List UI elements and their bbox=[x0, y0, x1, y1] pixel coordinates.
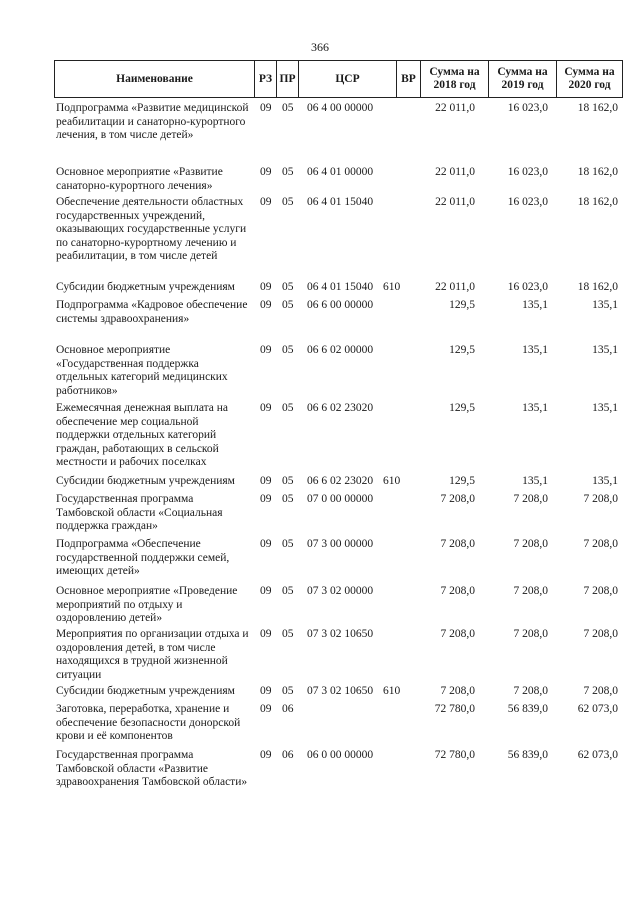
row-pr: 05 bbox=[282, 685, 294, 697]
row-sum-2019: 135,1 bbox=[522, 475, 548, 487]
row-pr: 06 bbox=[282, 749, 294, 761]
row-sum-2020: 135,1 bbox=[592, 475, 618, 487]
row-rz: 09 bbox=[260, 344, 272, 356]
row-sum-2019: 7 208,0 bbox=[513, 585, 548, 597]
row-sum-2020: 135,1 bbox=[592, 344, 618, 356]
row-sum-2020: 18 162,0 bbox=[577, 196, 618, 208]
header-csr: ЦСР bbox=[299, 61, 397, 98]
header-sum-2019: Сумма на 2019 год bbox=[489, 61, 557, 98]
row-csr: 06 6 02 23020 bbox=[307, 402, 374, 414]
row-rz: 09 bbox=[260, 538, 272, 550]
row-name: Заготовка, переработка, хранение и обеспечение безопасности донорской крови и её компонентов bbox=[56, 703, 241, 742]
row-sum-2020: 7 208,0 bbox=[583, 493, 618, 505]
row-pr: 05 bbox=[282, 585, 294, 597]
row-csr: 07 3 02 00000 bbox=[307, 585, 374, 597]
row-rz: 09 bbox=[260, 281, 272, 293]
header-rz: РЗ bbox=[255, 61, 277, 98]
row-sum-2019: 7 208,0 bbox=[513, 538, 548, 550]
header-pr: ПР bbox=[277, 61, 299, 98]
row-csr: 06 6 00 00000 bbox=[307, 299, 374, 311]
header-sum-2018: Сумма на 2018 год bbox=[421, 61, 489, 98]
row-sum-2019: 7 208,0 bbox=[513, 628, 548, 640]
row-sum-2020: 18 162,0 bbox=[577, 281, 618, 293]
row-name: Подпрограмма «Развитие медицинской реабилитации и санаторно-курортного лечения, в том числе детей» bbox=[56, 102, 249, 141]
row-csr: 07 3 02 10650 bbox=[307, 685, 374, 697]
row-sum-2018: 22 011,0 bbox=[435, 281, 475, 293]
row-name: Субсидии бюджетным учреждениям bbox=[56, 281, 235, 293]
row-sum-2019: 135,1 bbox=[522, 344, 548, 356]
row-sum-2018: 22 011,0 bbox=[435, 166, 475, 178]
row-pr: 05 bbox=[282, 538, 294, 550]
row-sum-2020: 7 208,0 bbox=[583, 685, 618, 697]
row-name: Основное мероприятие «Проведение мероприятий по отдыху и оздоровлению детей» bbox=[56, 585, 238, 624]
row-sum-2018: 129,5 bbox=[449, 475, 475, 487]
row-name: Основное мероприятие «Развитие санаторно-курортного лечения» bbox=[56, 166, 223, 192]
row-rz: 09 bbox=[260, 685, 272, 697]
row-pr: 05 bbox=[282, 475, 294, 487]
row-name: Подпрограмма «Кадровое обеспечение системы здравоохранения» bbox=[56, 299, 248, 325]
row-sum-2020: 7 208,0 bbox=[583, 628, 618, 640]
header-sum-2020: Сумма на 2020 год bbox=[557, 61, 623, 98]
row-sum-2018: 7 208,0 bbox=[440, 585, 475, 597]
row-csr: 06 4 01 15040 bbox=[307, 196, 374, 208]
row-vr: 610 bbox=[383, 281, 401, 293]
row-sum-2018: 22 011,0 bbox=[435, 102, 475, 114]
row-pr: 05 bbox=[282, 628, 294, 640]
row-sum-2018: 129,5 bbox=[449, 402, 475, 414]
row-sum-2018: 22 011,0 bbox=[435, 196, 475, 208]
row-sum-2020: 62 073,0 bbox=[577, 749, 618, 761]
row-sum-2020: 18 162,0 bbox=[577, 166, 618, 178]
row-sum-2020: 18 162,0 bbox=[577, 102, 618, 114]
row-pr: 05 bbox=[282, 166, 294, 178]
row-csr: 06 0 00 00000 bbox=[307, 749, 374, 761]
row-sum-2018: 129,5 bbox=[449, 299, 475, 311]
row-csr: 06 6 02 00000 bbox=[307, 344, 374, 356]
row-sum-2018: 7 208,0 bbox=[440, 493, 475, 505]
row-csr: 07 3 02 10650 bbox=[307, 628, 374, 640]
row-name: Государственная программа Тамбовской области «Развитие здравоохранения Тамбовской области» bbox=[56, 749, 248, 788]
row-sum-2018: 72 780,0 bbox=[434, 703, 475, 715]
row-sum-2019: 16 023,0 bbox=[507, 281, 548, 293]
header-vr: ВР bbox=[397, 61, 421, 98]
row-sum-2018: 7 208,0 bbox=[440, 628, 475, 640]
row-csr: 06 4 01 15040 bbox=[307, 281, 374, 293]
row-sum-2019: 135,1 bbox=[522, 402, 548, 414]
row-sum-2018: 129,5 bbox=[449, 344, 475, 356]
page-number: 366 bbox=[311, 40, 329, 54]
row-name: Основное мероприятие «Государственная поддержка отдельных категорий медицинских работников» bbox=[56, 344, 228, 397]
row-name: Подпрограмма «Обеспечение государственной поддержки семей, имеющих детей» bbox=[56, 538, 230, 577]
row-name: Субсидии бюджетным учреждениям bbox=[56, 475, 235, 487]
row-name: Ежемесячная денежная выплата на обеспечение мер социальной поддержки отдельных категорий граждан, работающих в сельской местности и рабочих поселках bbox=[56, 402, 229, 468]
row-vr: 610 bbox=[383, 685, 401, 697]
row-sum-2019: 56 839,0 bbox=[507, 703, 548, 715]
row-name: Обеспечение деятельности областных государственных учреждений, оказывающих государственные услуги по санаторно-курортному лечению и реабилитации, в том числе детей bbox=[56, 196, 247, 262]
table-header bbox=[54, 60, 623, 98]
row-rz: 09 bbox=[260, 628, 272, 640]
row-rz: 09 bbox=[260, 749, 272, 761]
row-sum-2019: 16 023,0 bbox=[507, 102, 548, 114]
row-sum-2018: 7 208,0 bbox=[440, 538, 475, 550]
row-rz: 09 bbox=[260, 299, 272, 311]
row-pr: 05 bbox=[282, 299, 294, 311]
row-sum-2019: 56 839,0 bbox=[507, 749, 548, 761]
row-rz: 09 bbox=[260, 196, 272, 208]
row-sum-2018: 72 780,0 bbox=[434, 749, 475, 761]
row-csr: 07 0 00 00000 bbox=[307, 493, 374, 505]
row-rz: 09 bbox=[260, 493, 272, 505]
row-csr: 06 4 01 00000 bbox=[307, 166, 374, 178]
row-pr: 06 bbox=[282, 703, 294, 715]
row-name: Субсидии бюджетным учреждениям bbox=[56, 685, 235, 697]
row-name: Государственная программа Тамбовской области «Социальная поддержка граждан» bbox=[56, 493, 223, 532]
row-rz: 09 bbox=[260, 402, 272, 414]
row-pr: 05 bbox=[282, 196, 294, 208]
row-pr: 05 bbox=[282, 281, 294, 293]
row-sum-2020: 62 073,0 bbox=[577, 703, 618, 715]
row-pr: 05 bbox=[282, 102, 294, 114]
row-sum-2020: 7 208,0 bbox=[583, 585, 618, 597]
row-rz: 09 bbox=[260, 585, 272, 597]
row-sum-2019: 135,1 bbox=[522, 299, 548, 311]
row-name: Мероприятия по организации отдыха и оздоровления детей, в том числе находящихся в трудной жизненной ситуации bbox=[56, 628, 249, 681]
row-sum-2020: 7 208,0 bbox=[583, 538, 618, 550]
row-rz: 09 bbox=[260, 703, 272, 715]
row-rz: 09 bbox=[260, 102, 272, 114]
row-rz: 09 bbox=[260, 475, 272, 487]
row-pr: 05 bbox=[282, 344, 294, 356]
row-vr: 610 bbox=[383, 475, 401, 487]
row-csr: 06 6 02 23020 bbox=[307, 475, 374, 487]
row-sum-2019: 16 023,0 bbox=[507, 196, 548, 208]
row-sum-2019: 7 208,0 bbox=[513, 493, 548, 505]
row-sum-2019: 7 208,0 bbox=[513, 685, 548, 697]
row-rz: 09 bbox=[260, 166, 272, 178]
row-pr: 05 bbox=[282, 493, 294, 505]
row-sum-2020: 135,1 bbox=[592, 402, 618, 414]
row-csr: 07 3 00 00000 bbox=[307, 538, 374, 550]
header-name: Наименование bbox=[55, 61, 255, 98]
row-sum-2020: 135,1 bbox=[592, 299, 618, 311]
row-sum-2018: 7 208,0 bbox=[440, 685, 475, 697]
row-pr: 05 bbox=[282, 402, 294, 414]
row-csr: 06 4 00 00000 bbox=[307, 102, 374, 114]
row-sum-2019: 16 023,0 bbox=[507, 166, 548, 178]
